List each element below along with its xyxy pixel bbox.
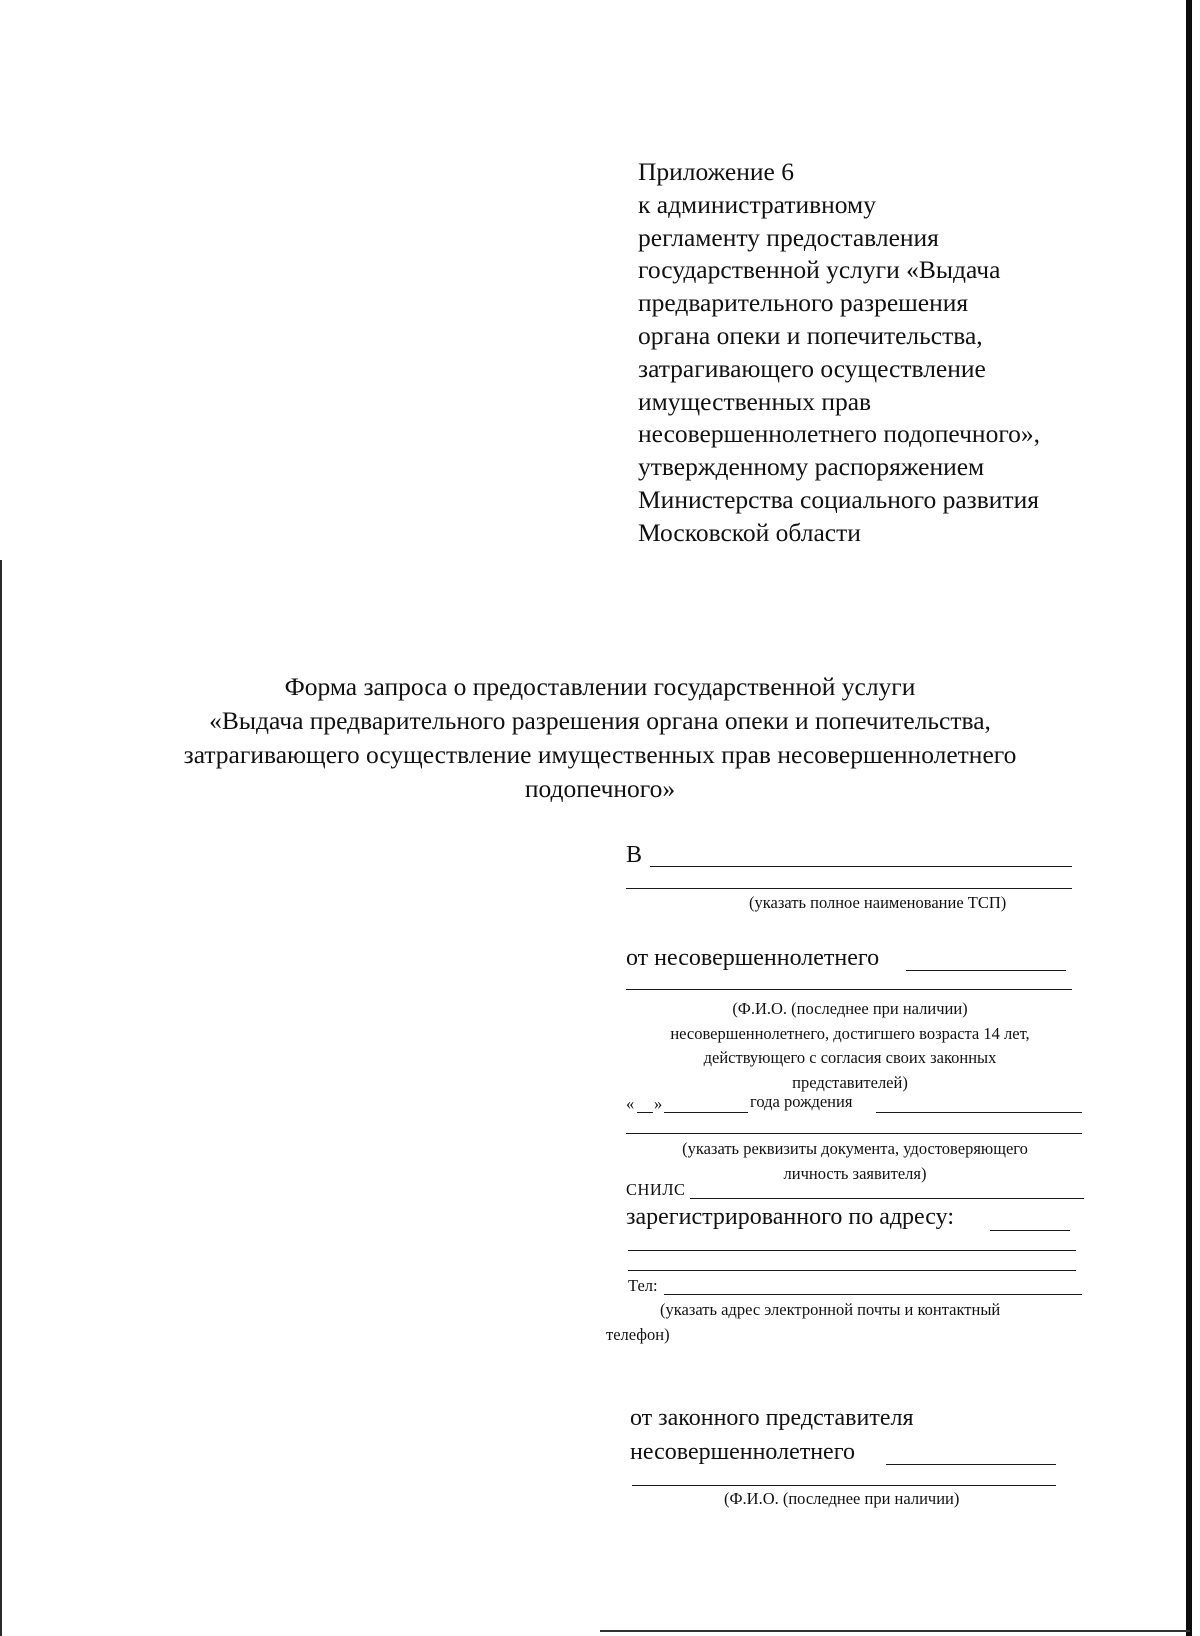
minor-name-blank-2[interactable] xyxy=(626,989,1072,990)
from-minor-label: от несовершеннолетнего xyxy=(626,945,880,971)
scan-edge-left xyxy=(0,560,2,1636)
minor-hint-line: представителей) xyxy=(792,1072,908,1092)
scan-edge-right xyxy=(1186,0,1192,1636)
form-title-line: «Выдача предварительного разрешения органа опеки и попечительства, xyxy=(209,706,991,735)
recipient-prefix: В xyxy=(626,842,643,868)
birth-year-label: года рождения xyxy=(750,1092,853,1111)
appendix-line: государственной услуги «Выдача xyxy=(638,255,1001,285)
minor-name-blank[interactable] xyxy=(906,970,1066,971)
birth-quote-close: » xyxy=(654,1094,663,1113)
minor-hint-line: несовершеннолетнего, достигшего возраста 14 лет, xyxy=(670,1023,1030,1043)
minor-hint xyxy=(620,997,1080,1095)
minor-hint-line: (Ф.И.О. (последнее при наличии) xyxy=(732,999,968,1018)
document-blank[interactable] xyxy=(626,1133,1082,1134)
form-title xyxy=(150,670,1050,806)
birth-day-blank[interactable] xyxy=(637,1112,653,1113)
appendix-line: Приложение 6 xyxy=(638,157,794,186)
form-title-line: Форма запроса о предоставлении государственной услуги xyxy=(284,672,916,701)
appendix-line: к административному xyxy=(638,189,876,219)
appendix-line: утвержденному распоряжением xyxy=(638,452,985,482)
phone-blank[interactable] xyxy=(664,1294,1082,1295)
appendix-line: Московской области xyxy=(638,517,861,547)
rep-hint: (Ф.И.О. (последнее при наличии) xyxy=(724,1489,960,1508)
appendix-line: Министерства социального развития xyxy=(638,484,1039,514)
document-hint-line: (указать реквизиты документа, удостоверяющего xyxy=(682,1139,1028,1158)
rep-label-cont: несовершеннолетнего xyxy=(630,1439,855,1465)
snils-blank[interactable] xyxy=(690,1198,1084,1199)
contact-hint: (указать адрес электронной почты и контактный xyxy=(660,1300,1001,1319)
recipient-blank[interactable] xyxy=(650,866,1072,867)
appendix-line: предварительного разрешения xyxy=(638,288,969,318)
address-label: зарегистрированного по адресу: xyxy=(626,1204,954,1230)
address-blank-3[interactable] xyxy=(628,1270,1076,1271)
appendix-line: несовершеннолетнего подопечного», xyxy=(638,419,1041,449)
rep-label: от законного представителя xyxy=(630,1405,914,1431)
birth-month-blank[interactable] xyxy=(664,1112,748,1113)
scan-edge-bottom xyxy=(600,1630,1190,1632)
address-blank[interactable] xyxy=(990,1230,1070,1231)
address-blank-2[interactable] xyxy=(628,1250,1076,1251)
recipient-hint: (указать полное наименование ТСП) xyxy=(749,893,1007,912)
rep-name-blank-2[interactable] xyxy=(632,1485,1056,1486)
document-hint xyxy=(620,1136,1090,1186)
appendix-line: органа опеки и попечительства, xyxy=(638,320,983,350)
contact-hint-cont: телефон) xyxy=(606,1325,670,1344)
rep-name-blank[interactable] xyxy=(886,1464,1056,1465)
recipient-blank-2[interactable] xyxy=(626,888,1072,889)
appendix-header xyxy=(638,156,1040,550)
minor-hint-line: действующего с согласия своих законных xyxy=(703,1048,997,1067)
snils-label: СНИЛС xyxy=(626,1180,686,1199)
birth-year-blank[interactable] xyxy=(876,1112,1082,1113)
appendix-line: регламенту предоставления xyxy=(638,222,939,252)
birth-quote-open: « xyxy=(626,1094,635,1113)
form-title-line: затрагивающего осуществление имущественных прав несовершеннолетнего xyxy=(183,740,1017,769)
appendix-line: имущественных прав xyxy=(638,386,872,416)
appendix-line: затрагивающего осуществление xyxy=(638,353,986,383)
document-hint-line: личность заявителя) xyxy=(783,1164,927,1183)
phone-label: Тел: xyxy=(628,1276,658,1295)
form-title-line: подопечного» xyxy=(524,774,676,803)
